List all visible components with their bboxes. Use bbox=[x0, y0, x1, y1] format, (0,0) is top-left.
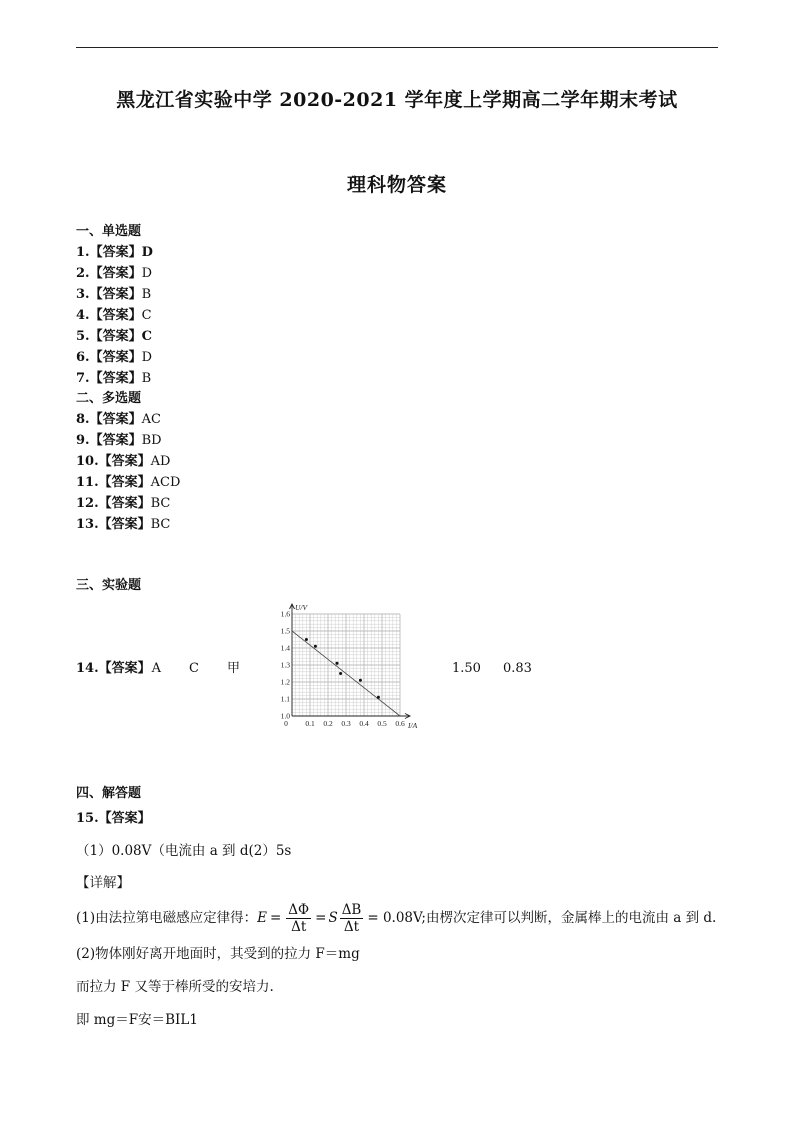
section-single-choice: 一、单选题 bbox=[76, 224, 142, 239]
answer-tag: 【答案】 bbox=[89, 308, 142, 323]
answer-value: AC bbox=[141, 412, 161, 427]
fraction-numerator: ΔΦ bbox=[288, 902, 310, 918]
answer-number: 12. bbox=[76, 496, 99, 511]
p1-symbol-S: S bbox=[328, 910, 338, 926]
x-tick-label: 0.6 bbox=[395, 719, 405, 728]
fraction-denominator: Δt bbox=[343, 919, 360, 935]
p1-equals: = bbox=[269, 910, 282, 926]
answer-14 bbox=[76, 661, 240, 677]
x-tick-label: 0.4 bbox=[359, 719, 369, 728]
y-tick-label: 1.5 bbox=[280, 626, 290, 636]
answer-number: 11. bbox=[76, 475, 99, 490]
answer-number: 14. bbox=[76, 661, 99, 676]
fraction-numerator: ΔB bbox=[341, 902, 362, 918]
answer-14-b: C bbox=[189, 661, 199, 676]
answer-number: 3. bbox=[76, 287, 90, 302]
header-rule bbox=[76, 47, 718, 48]
answer-number: 9. bbox=[76, 433, 90, 448]
data-point bbox=[359, 679, 362, 682]
answer-tag: 【答案】 bbox=[89, 433, 142, 448]
answer-value: BC bbox=[150, 496, 171, 511]
answer-value: BD bbox=[141, 433, 162, 448]
answer-value: D bbox=[141, 266, 153, 281]
answer-14-c: 甲 bbox=[226, 661, 240, 676]
detail-paragraph-1: (1)由法拉第电磁感应定律得：E = $\frac{\Delta\Phi}{\Delta t}$ = S $\frac{\Delta B}{\Delta t}$ = 0.08V;由楞次定律可以判断，金属棒上的电流由 a 到 d. bbox=[76, 902, 717, 935]
answer-value: D bbox=[141, 350, 153, 365]
answer-number: 4. bbox=[76, 308, 90, 323]
data-point bbox=[305, 638, 308, 641]
y-tick-label: 1.0 bbox=[280, 711, 290, 721]
p1-value: = 0.08V bbox=[367, 910, 422, 926]
y-tick-label: 1.6 bbox=[280, 609, 290, 619]
section-solve: 四、解答题 bbox=[76, 786, 142, 801]
answer-tag: 【答案】 bbox=[89, 245, 142, 260]
data-point bbox=[339, 672, 342, 675]
p1-prefix: (1)由法拉第电磁感应定律得： bbox=[76, 910, 258, 926]
answer-number: 7. bbox=[76, 371, 90, 386]
answer-number: 5. bbox=[76, 329, 90, 344]
data-point bbox=[336, 662, 339, 665]
answer-9 bbox=[76, 433, 162, 449]
answer-number: 10. bbox=[76, 454, 99, 469]
answer-value: BC bbox=[150, 517, 171, 532]
x-tick-label: 0 bbox=[284, 719, 288, 728]
answer-15 bbox=[76, 811, 151, 827]
answer-14-a: A bbox=[151, 661, 162, 676]
answer-number: 13. bbox=[76, 517, 99, 532]
answer-14-resistance: 0.83 bbox=[503, 661, 532, 676]
answer-15-result: （1）0.08V（电流由 a 到 d(2）5s bbox=[76, 843, 292, 859]
answer-value: AD bbox=[150, 454, 171, 469]
fraction-db-dt bbox=[340, 902, 364, 935]
y-tick-label: 1.2 bbox=[280, 677, 290, 687]
answer-value: ACD bbox=[150, 475, 181, 490]
answer-12 bbox=[76, 496, 170, 512]
answer-1 bbox=[76, 245, 153, 261]
x-tick-label: 0.2 bbox=[323, 719, 333, 728]
data-point bbox=[314, 645, 317, 648]
answer-4 bbox=[76, 308, 152, 324]
p1-suffix: ;由楞次定律可以判断，金属棒上的电流由 a 到 d. bbox=[421, 910, 717, 926]
x-tick-label: 0.3 bbox=[341, 719, 351, 728]
u-i-graph bbox=[278, 602, 418, 734]
section-experiment: 三、实验题 bbox=[76, 578, 142, 593]
answer-13 bbox=[76, 517, 170, 533]
answer-tag: 【答案】 bbox=[98, 496, 151, 511]
fraction-denominator: Δt bbox=[291, 919, 307, 935]
detail-paragraph-3: 而拉力 F 又等于棒所受的安培力. bbox=[76, 979, 274, 995]
answer-8 bbox=[76, 412, 161, 428]
y-axis-label: U/V bbox=[295, 603, 308, 612]
page-title: 黑龙江省实验中学 2020-2021 学年度上学期高二学年期末考试 bbox=[116, 89, 678, 111]
y-tick-label: 1.1 bbox=[280, 694, 290, 704]
answer-tag: 【答案】 bbox=[89, 371, 142, 386]
detail-paragraph-4: 即 mg＝F安＝BIL1 bbox=[76, 1012, 198, 1028]
answer-10 bbox=[76, 454, 170, 470]
answer-2 bbox=[76, 266, 152, 282]
answer-tag: 【答案】 bbox=[89, 266, 142, 281]
answer-number: 6. bbox=[76, 350, 90, 365]
fraction-dphi-dt bbox=[286, 902, 311, 935]
answer-value: C bbox=[141, 329, 152, 344]
answer-tag: 【答案】 bbox=[98, 661, 151, 676]
page-subtitle: 理科物答案 bbox=[346, 174, 447, 196]
answer-tag: 【答案】 bbox=[89, 329, 142, 344]
y-tick-label: 1.4 bbox=[280, 643, 290, 653]
answer-tag: 【答案】 bbox=[89, 412, 142, 427]
answer-tag: 【答案】 bbox=[98, 475, 151, 490]
answer-6 bbox=[76, 350, 152, 366]
p1-symbol-E: E bbox=[257, 910, 267, 926]
answer-tag: 【答案】 bbox=[98, 517, 151, 532]
answer-3 bbox=[76, 287, 151, 303]
answer-tag: 【答案】 bbox=[89, 287, 142, 302]
x-axis-label: I/A bbox=[408, 721, 418, 730]
answer-value: D bbox=[141, 245, 153, 260]
answer-11 bbox=[76, 475, 180, 491]
answer-number: 2. bbox=[76, 266, 90, 281]
answer-7 bbox=[76, 371, 151, 387]
answer-tag: 【答案】 bbox=[98, 454, 151, 469]
section-multiple-choice: 二、多选题 bbox=[76, 391, 142, 406]
answer-number: 8. bbox=[76, 412, 90, 427]
answer-tag: 【答案】 bbox=[89, 350, 142, 365]
x-tick-label: 0.1 bbox=[305, 719, 315, 728]
answer-14-emf: 1.50 bbox=[452, 661, 481, 676]
answer-value: C bbox=[141, 308, 152, 323]
answer-number: 15. bbox=[76, 811, 99, 826]
answer-5 bbox=[76, 329, 152, 345]
answer-value: B bbox=[141, 287, 152, 302]
detail-tag: 【详解】 bbox=[76, 875, 130, 891]
data-point bbox=[377, 696, 380, 699]
x-tick-label: 0.5 bbox=[377, 719, 387, 728]
detail-paragraph-2: (2)物体刚好离开地面时，其受到的拉力 F＝mg bbox=[76, 946, 360, 962]
y-tick-label: 1.3 bbox=[280, 660, 290, 670]
answer-number: 1. bbox=[76, 245, 90, 260]
answer-tag: 【答案】 bbox=[98, 811, 151, 826]
answer-value: B bbox=[141, 371, 152, 386]
